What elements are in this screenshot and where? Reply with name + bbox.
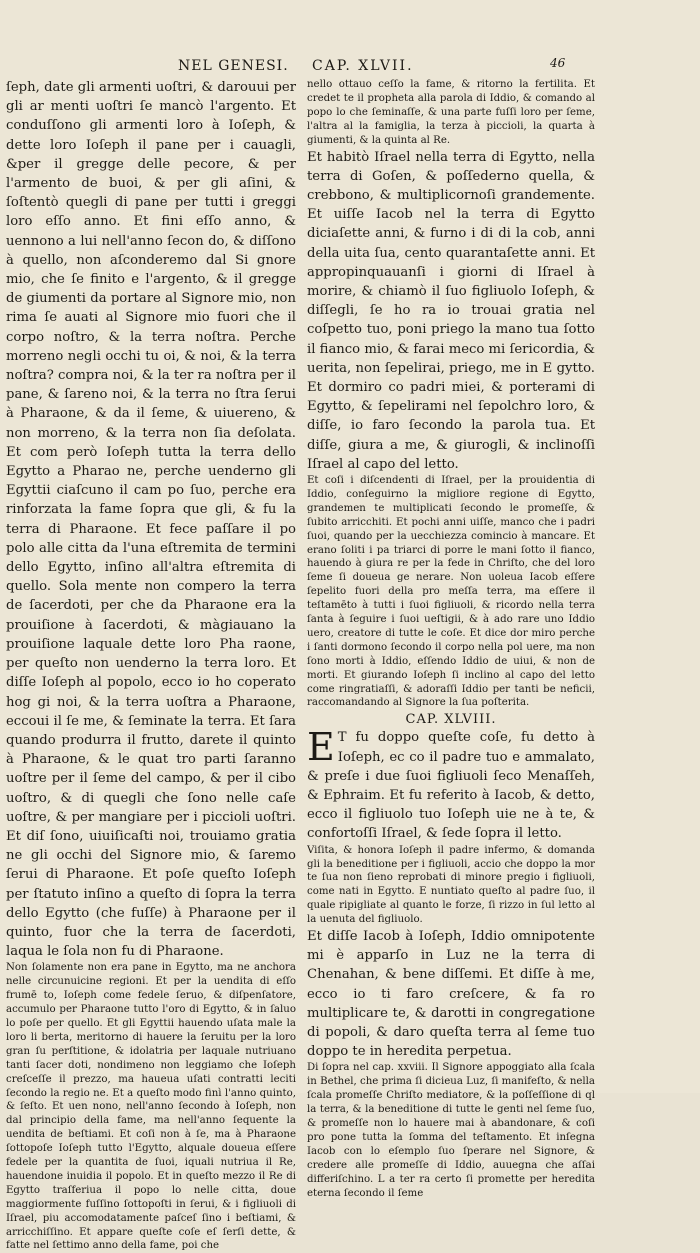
scripture-text: ſeph, date gli armenti uoſtri, & darouui per gli ar menti uoſtri ſe mancò l'argento. Et conduſſono gli armenti loro à Ioſeph, & dette loro Ioſeph il pane per i cauagli, &per il gregge delle pecore, & per l'armento de buoi, & per gli aſini, & ſoſtentò quegli di pane per tutti i greggi loro eſſo anno. Et fini eſſo anno, & uennono a lui nell'anno ſecon do, & diſſono à quello, non aſconderemo dal Si gnore mio, che ſe finito e l'argento, & il gregge de giumenti da portare al Signore mio, non rima ſe auati al Signore mio fuori che il corpo noſtro, & la terra noſtra. Perche morreno negli occhi tu oi, & noi, & la terra noſtra? compra noi, & la ter ra noſtra per il pane, & ſareno noi, & la terra no ſtra ſerui à Pharaone, & da il ſeme, & uiuereno, & non morreno, & la terra non ſia deſolata. Et com però Ioſeph tutta la terra dello Egytto a Pharao ne, perche uenderno gli Egyttii ciaſcuno il cam po ſuo, perche era rinforzata la fame ſopra que gli, & fu la terra di Pharaone. Et fece paſſare il po polo alle citta da l'una eſtremita de termini dello Egytto, inſino all'altra eſtremita di quello. Sola mente non compero la terra de ſacerdoti, per che da Pharaone era la prouiſione à ſacerdoti, & màgiauano la prouiſione laquale dette loro Pha raone, per queſto non uenderno la terra loro. Et diſſe Ioſeph al popolo, ecco io ho coperato hog gi noi, & la terra uoſtra a Pharaone, eccoui il ſe me, & ſeminate la terra. Et ſara quando produrra il frutto, darete il quinto à Pharaone, & le quat tro parti ſaranno uoſtre per il ſeme del campo, & per il cibo uoſtro, & di quegli che ſono nelle caſe uoſtre, & per mangiare per i piccioli uoſtri. Et diſ ſono, uiuiſicaſti noi, trouiamo gratia ne gli occhi del Signore mio, & ſaremo ſerui di Pharaone. Et poſe queſto Ioſeph per ſtatuto inſino a queſto di ſopra la terra dello Egytto (che fuſſe) à Pharaone per il quinto, fuor che la terra de ſacerdoti, laqua le ſola non fu di Pharaone. (6, 80, 296, 960)
commentary-text: Et coſi i diſcendenti di Iſrael, per la prouidentia di Iddio, conſeguirno la migliore regione di Egytto, grandemen te multiplicati ſecondo le promeſſe, & ſubito arricchiti. Et pochi anni uiſſe, manco che i padri ſuoi, quando per la uecchiezza comincio à mancare. Et erano ſoliti i pa triarci di porre le mani ſotto il fianco, hauendo à giura re per la fede in Chriſto, che del loro ſeme ſi doueua ge nerare. Non uoleua Iacob eſſere ſepelito fuori della pro meſſa terra, ma eſſere il teſtamēto à tutti i ſuoi figliuoli, & ricordo nella terra ſanta à ſeguire i ſuoi ueſtigii, & à ado rare uno Iddio uero, creatore di tutte le coſe. Et dice dor miro perche i ſanti dormono ſecondo il corpo nella pol uere, ma non ſono morti à Iddio, eſſendo Iddio de uiui, & non de morti. Et giurando Ioſeph ſi inclino al capo del letto come ringratiaſſi, & adoraſſi Iddio per tanti be neficii, raccomandando al Signore la ſua poſterita. (307, 474, 595, 709)
chapter-heading: CAP. XLVIII. (405, 712, 497, 728)
scripture-text: Et diſſe Iacob à Ioſeph, Iddio omnipotente mi è apparſo in Luz ne la terra di Chenahan, & bene diſſemi. Et diſſe à me, ecco io ti faro creſcere, & fa ro multiplicare te, & darotti in congregatione di popoli, & daro queſta terra al ſeme tuo doppo te in heredita perpetua. (307, 929, 595, 1060)
drop-capital: E (307, 725, 335, 770)
commentary-text: nello ottauo ceſſo la fame, & ritorno la fertilita. Et credet te il propheta alla parola di Iddio, & comando al popo lo che ſeminaſſe, & una parte fuſſi loro per ſeme, l'altra al la famiglia, la terza à piccioli, la quarta à giumenti, & la quinta al Re. (307, 79, 595, 146)
header-book-title: NEL GENESI. (178, 58, 289, 74)
scripture-text (307, 725, 595, 843)
left-column (6, 78, 296, 1253)
running-header (0, 58, 700, 78)
header-chapter: CAP. XLVII. (312, 58, 414, 74)
scripture-text: Et habitò Iſrael nella terra di Egytto, nella terra di Goſen, & poſſederno quella, & crebbono, & multiplicornoſi grandemente. Et uiſſe Iacob nel la terra di Egytto diciaſette anni, & furno i di di la cob, anni della uita ſua, cento quarantaſette anni. Et appropinquauanſi i giorni di Iſrael à morire, & chiamò il ſuo figliuolo Ioſeph, & diſſegli, ſe ho ra io trouai gratia nel coſpetto tuo, poni priego la mano tua ſotto il fianco mio, & farai meco mi ſericordia, & uerita, non ſepelirai, priego, me in E gytto. Et dormiro co padri miei, & porterami di Egytto, & ſepelirami nel ſepolchro loro, & diſſe, io faro ſecondo la parola tua. Et diſſe, giura a me, & giurogli, & inclinoſſi Iſrael al capo del letto. (307, 149, 595, 472)
page-number: 46 (550, 56, 566, 70)
right-column (307, 78, 595, 1201)
commentary-text: Non ſolamente non era pane in Egytto, ma ne anchora nelle circunuicine regioni. Et per la uendita di eſſo frumē to, Ioſeph come fedele ſeruo, & diſpenſatore, accumulo per Pharaone tutto l'oro di Egytto, & in ſaluo lo poſe per quello. Et gli Egyttii hauendo uſata male la loro li berta, meritorno di hauere la ſeruitu per la loro gran ſu perſtitione, & idolatria per laquale nutriuano tanti ſacer doti, nondimeno non leggiamo che Ioſeph creſceſſe il prezzo, ma haueua uſati contratti leciti ſecondo la regio ne. Et a queſto modo finì l'anno quinto, & ſeſto. Et uen nono, nell'anno ſecondo à Ioſeph, non dal principio della fame, ma nell'anno ſequente la uendita de beſtiami. Et coſi non à ſe, ma à Pharaone ſottopoſe Ioſeph tutto l'Egytto, alquale doueua eſſere fedele per la quantita de ſuoi, iquali nutriua il Re, hauendone inuidia il popolo. Et in queſto mezzo il Re di Egytto traſferiua il popo lo nelle citta, doue maggiormente fuſſino ſottopoſti in ſerui, & i figliuoli di Iſrael, piu accomodatamente paſceſ ſino i beſtiami, & arricchiſſino. Et appare queſte coſe eſ ſerſi dette, & fatte nel ſettimo anno della fame, poi che (6, 962, 296, 1252)
commentary-text: Viſita, & honora Ioſeph il padre infermo, & domanda gli la beneditione per i figliuoli, accio che doppo la mor te ſua non ſieno reprobati di minore pregio i figliuoli, come nati in Egytto. E nuntiato queſto al padre ſuo, il quale ripigliate al quanto le forze, ſi rizzo in ſul letto al la uenuta del figliuolo. (307, 844, 595, 926)
chapter-opening-text: T fu doppo queſte coſe, fu detto à Ioſeph, ec co il padre tuo e ammalato, & preſe i due ſuoi figliuoli ſeco Menaſſeh, & Ephraim. Et fu referito à Iacob, & detto, ecco il figliuolo tuo Ioſeph uie ne à te, & confortoſſi Iſrael, & ſede ſopra il letto. (307, 730, 595, 842)
commentary-text: Di ſopra nel cap. xxviii. Il Signore appoggiato alla ſcala in Bethel, che prima ſi dicieua Luz, ſi manifeſto, & nella ſcala promeſſe Chriſto mediatore, & la poſſeſſione di ql la terra, & la beneditione di tutte le genti nel ſeme ſuo, & promeſſe non lo hauere mai à abandonare, & coſi pro pone tutta la ſomma del teſtamento. Et inſegna Iacob con lo eſemplo ſuo ſperare nel Signore, & credere alle promeſſe di Iddio, auuegna che aſſai differiſchino. L a ter ra certo ſi promette per heredita eterna ſecondo il ſeme (307, 1062, 595, 1199)
